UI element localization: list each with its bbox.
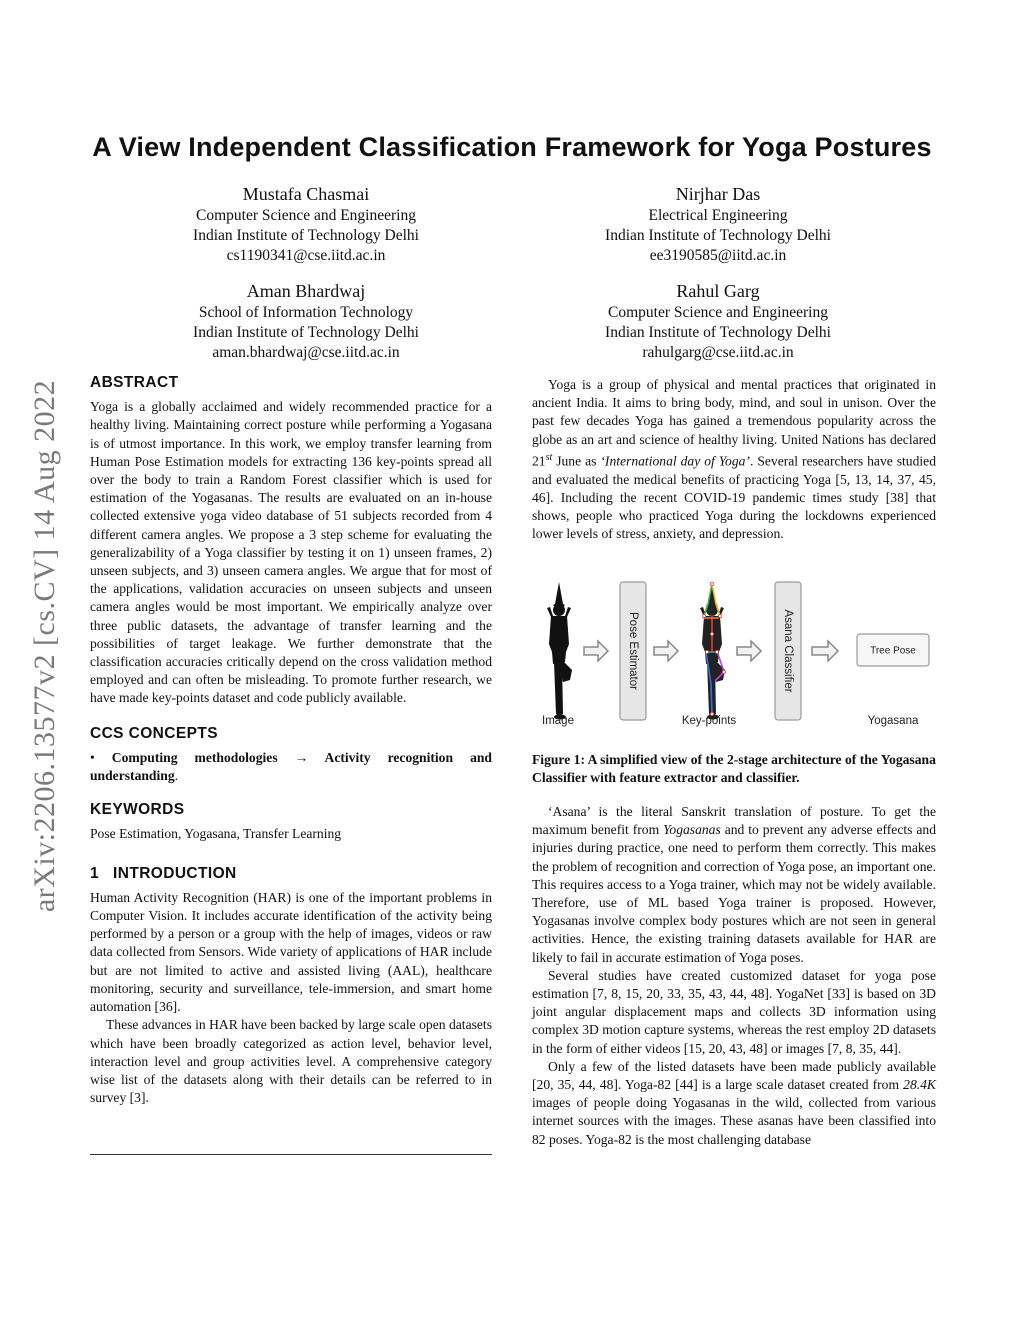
author-dept: Computer Science and Engineering [196, 207, 416, 224]
author-block [553, 182, 883, 266]
label-keypoints: Key-points [681, 715, 737, 727]
author-inst: Indian Institute of Technology Delhi [193, 227, 419, 244]
intro-heading [90, 865, 492, 883]
yoga-silhouette-icon [547, 582, 572, 720]
abstract-heading: ABSTRACT [90, 374, 179, 391]
author-name: Rahul Garg [676, 281, 760, 301]
ccs-concepts [90, 749, 492, 785]
label-yogasana: Yogasana [867, 715, 919, 727]
author-dept: Electrical Engineering [648, 207, 788, 224]
author-inst: Indian Institute of Technology Delhi [605, 227, 831, 244]
intro-title: INTRODUCTION [113, 864, 237, 882]
ccs-concept: Computing methodologies → Activity recognition and understanding [90, 749, 492, 784]
pose-estimator-label: Pose Estimator [626, 612, 639, 690]
author-email: rahulgarg@cse.iitd.ac.in [642, 344, 794, 361]
author-email: aman.bhardwaj@cse.iitd.ac.in [212, 344, 400, 361]
datasets-paragraph: Several studies have created customized dataset for yoga pose estimation [7, 8, 15, 20, 33, 35, 43, 44, 48]. YogaNet [33] is based on 3D joint angular displacement maps and collects 3D information using complex 3D motion capture systems, whereas the rest employ 2D datasets in the form of either videos [15, 20, 43, 48] or images [7, 8, 35, 44]. [532, 967, 936, 1056]
arxiv-identifier [10, 346, 80, 946]
keywords-text: Pose Estimation, Yogasana, Transfer Learning [90, 826, 342, 842]
author-dept: Computer Science and Engineering [608, 304, 828, 321]
architecture-diagram [532, 574, 936, 736]
keypoints-figure-icon [700, 582, 726, 720]
author-dept: School of Information Technology [198, 304, 414, 321]
arrow-right-icon [654, 641, 678, 661]
left-column [90, 374, 492, 1107]
author-name: Nirjhar Das [675, 184, 761, 204]
abstract-text: Yoga is a globally acclaimed and widely recommended practice for a healthy living. Maintaining correct posture while performing a Yogasana is of utmost importance. In this work, we employ transfer learning from Human Pose Estimation models for extracting 136 key-points spread all over the body to train a Random Forest classifier which is used for estimation of the Yogasanas. The results are evaluated on an in-house collected extensive yoga video database of 51 subjects recorded from 4 different camera angles. We propose a 3 step scheme for evaluating the generalizability of a Yoga classifier by testing it on 1) unseen frames, 2) unseen subjects, and 3) unseen camera angles. We argue that for most of the applications, validation accuracies on unseen subjects and unseen camera angles would be most important. We empirically analyze over three public datasets, the advantage of transfer learning and the possibilities of target leakage. We further demonstrate that the classification accuracies critically depend on the cross validation method employed and can often be misleading. To promote further research, we have made key-points dataset and code publicly available. [90, 399, 492, 706]
right-column-top [532, 376, 936, 543]
figure-caption: Figure 1: A simplified view of the 2-stage architecture of the Yogasana Classifier with feature extractor and classifier. [532, 752, 936, 786]
ccs-period: . [174, 768, 179, 784]
intro-paragraph-1: Human Activity Recognition (HAR) is one of the important problems in Computer Vision. It includes accurate identification of the activity being performed by a person or a group with the help of images, videos or raw data collected from Sensors. Wide variety of applications of HAR include but are not limited to active and assisted living (AAL), healthcare monitoring, security and surveillance, tele-immersion, and smart home automation [36]. [90, 889, 492, 1015]
public-datasets-paragraph: Only a few of the listed datasets have been made publicly available [20, 35, 44, 48]. Yoga-82 [44] is a large scale dataset created from 28.4K images of people doing Yogasanas in the wild, collected from various internet sources with the images. These asanas have been classified into 82 poses. Yoga-82 is the most challenging database [532, 1058, 936, 1147]
asana-paragraph: ‘Asana’ is the literal Sanskrit translation of posture. To get the maximum benefit from Yogasanas and to prevent any adverse effects and injuries during practice, one need to perform them correctly. This makes the problem of recognition and correction of Yoga pose, an important one. This requires access to a Yoga trainer, which may not be widely available. Therefore, use of ML based Yoga trainer is proposed. However, Yogasanas involve complex body postures which are not seen in general activities. Hence, the existing training datasets available for HAR are likely to fail in accurate estimation of Yoga poses. [532, 804, 936, 965]
intro-paragraph-2: These advances in HAR have been backed by large scale open datasets which have been broadly categorized as action level, behavior level, interaction level and group activities level. A comprehensive category wise list of the datasets along with their details can be referred to in survey [3]. [90, 1017, 492, 1106]
intro-number: 1 [90, 864, 100, 882]
ccs-bullet: • [90, 749, 95, 765]
output-label: Tree Pose [870, 645, 916, 657]
author-name: Mustafa Chasmai [242, 184, 370, 204]
yoga-paragraph: Yoga is a group of physical and mental practices that originated in ancient India. It aims to bring body, mind, and soul in unison. Over the past few decades Yoga has gained a tremendous popularity across the globe as an art and science of healthy living. United Nations has declared 21st June as ‘International day of Yoga’. Several researchers have studied and evaluated the medical benefits of practicing Yoga [5, 13, 14, 37, 45, 46]. Including the recent COVID-19 pandemic times study [38] that shows, people who practiced Yoga during the lockdowns experienced lower levels of stress, anxiety, and depression. [532, 377, 937, 542]
author-email: ee3190585@iitd.ac.in [649, 247, 787, 264]
architecture-figure [532, 574, 936, 736]
label-image: Image [542, 715, 574, 727]
arxiv-identifier-text: arXiv:2206.13577v2 [cs.CV] 14 Aug 2022 [28, 379, 62, 913]
keywords-heading: KEYWORDS [90, 801, 185, 819]
author-email: cs1190341@cse.iitd.ac.in [226, 247, 386, 264]
author-block [141, 279, 471, 363]
author-inst: Indian Institute of Technology Delhi [605, 324, 831, 341]
author-block [141, 182, 471, 266]
author-inst: Indian Institute of Technology Delhi [193, 324, 419, 341]
footnote-rule [90, 1154, 492, 1155]
right-column-bottom [532, 803, 936, 1149]
author-name: Aman Bhardwaj [246, 281, 366, 301]
ccs-heading: CCS CONCEPTS [90, 724, 218, 742]
asana-classifier-label: Asana Classifier [781, 609, 794, 693]
arrow-right-icon [737, 641, 761, 661]
arrow-right-icon [812, 641, 838, 661]
author-block [553, 279, 883, 363]
paper-title: A View Independent Classification Framework for Yoga Postures [92, 132, 932, 162]
arrow-right-icon [584, 641, 608, 661]
